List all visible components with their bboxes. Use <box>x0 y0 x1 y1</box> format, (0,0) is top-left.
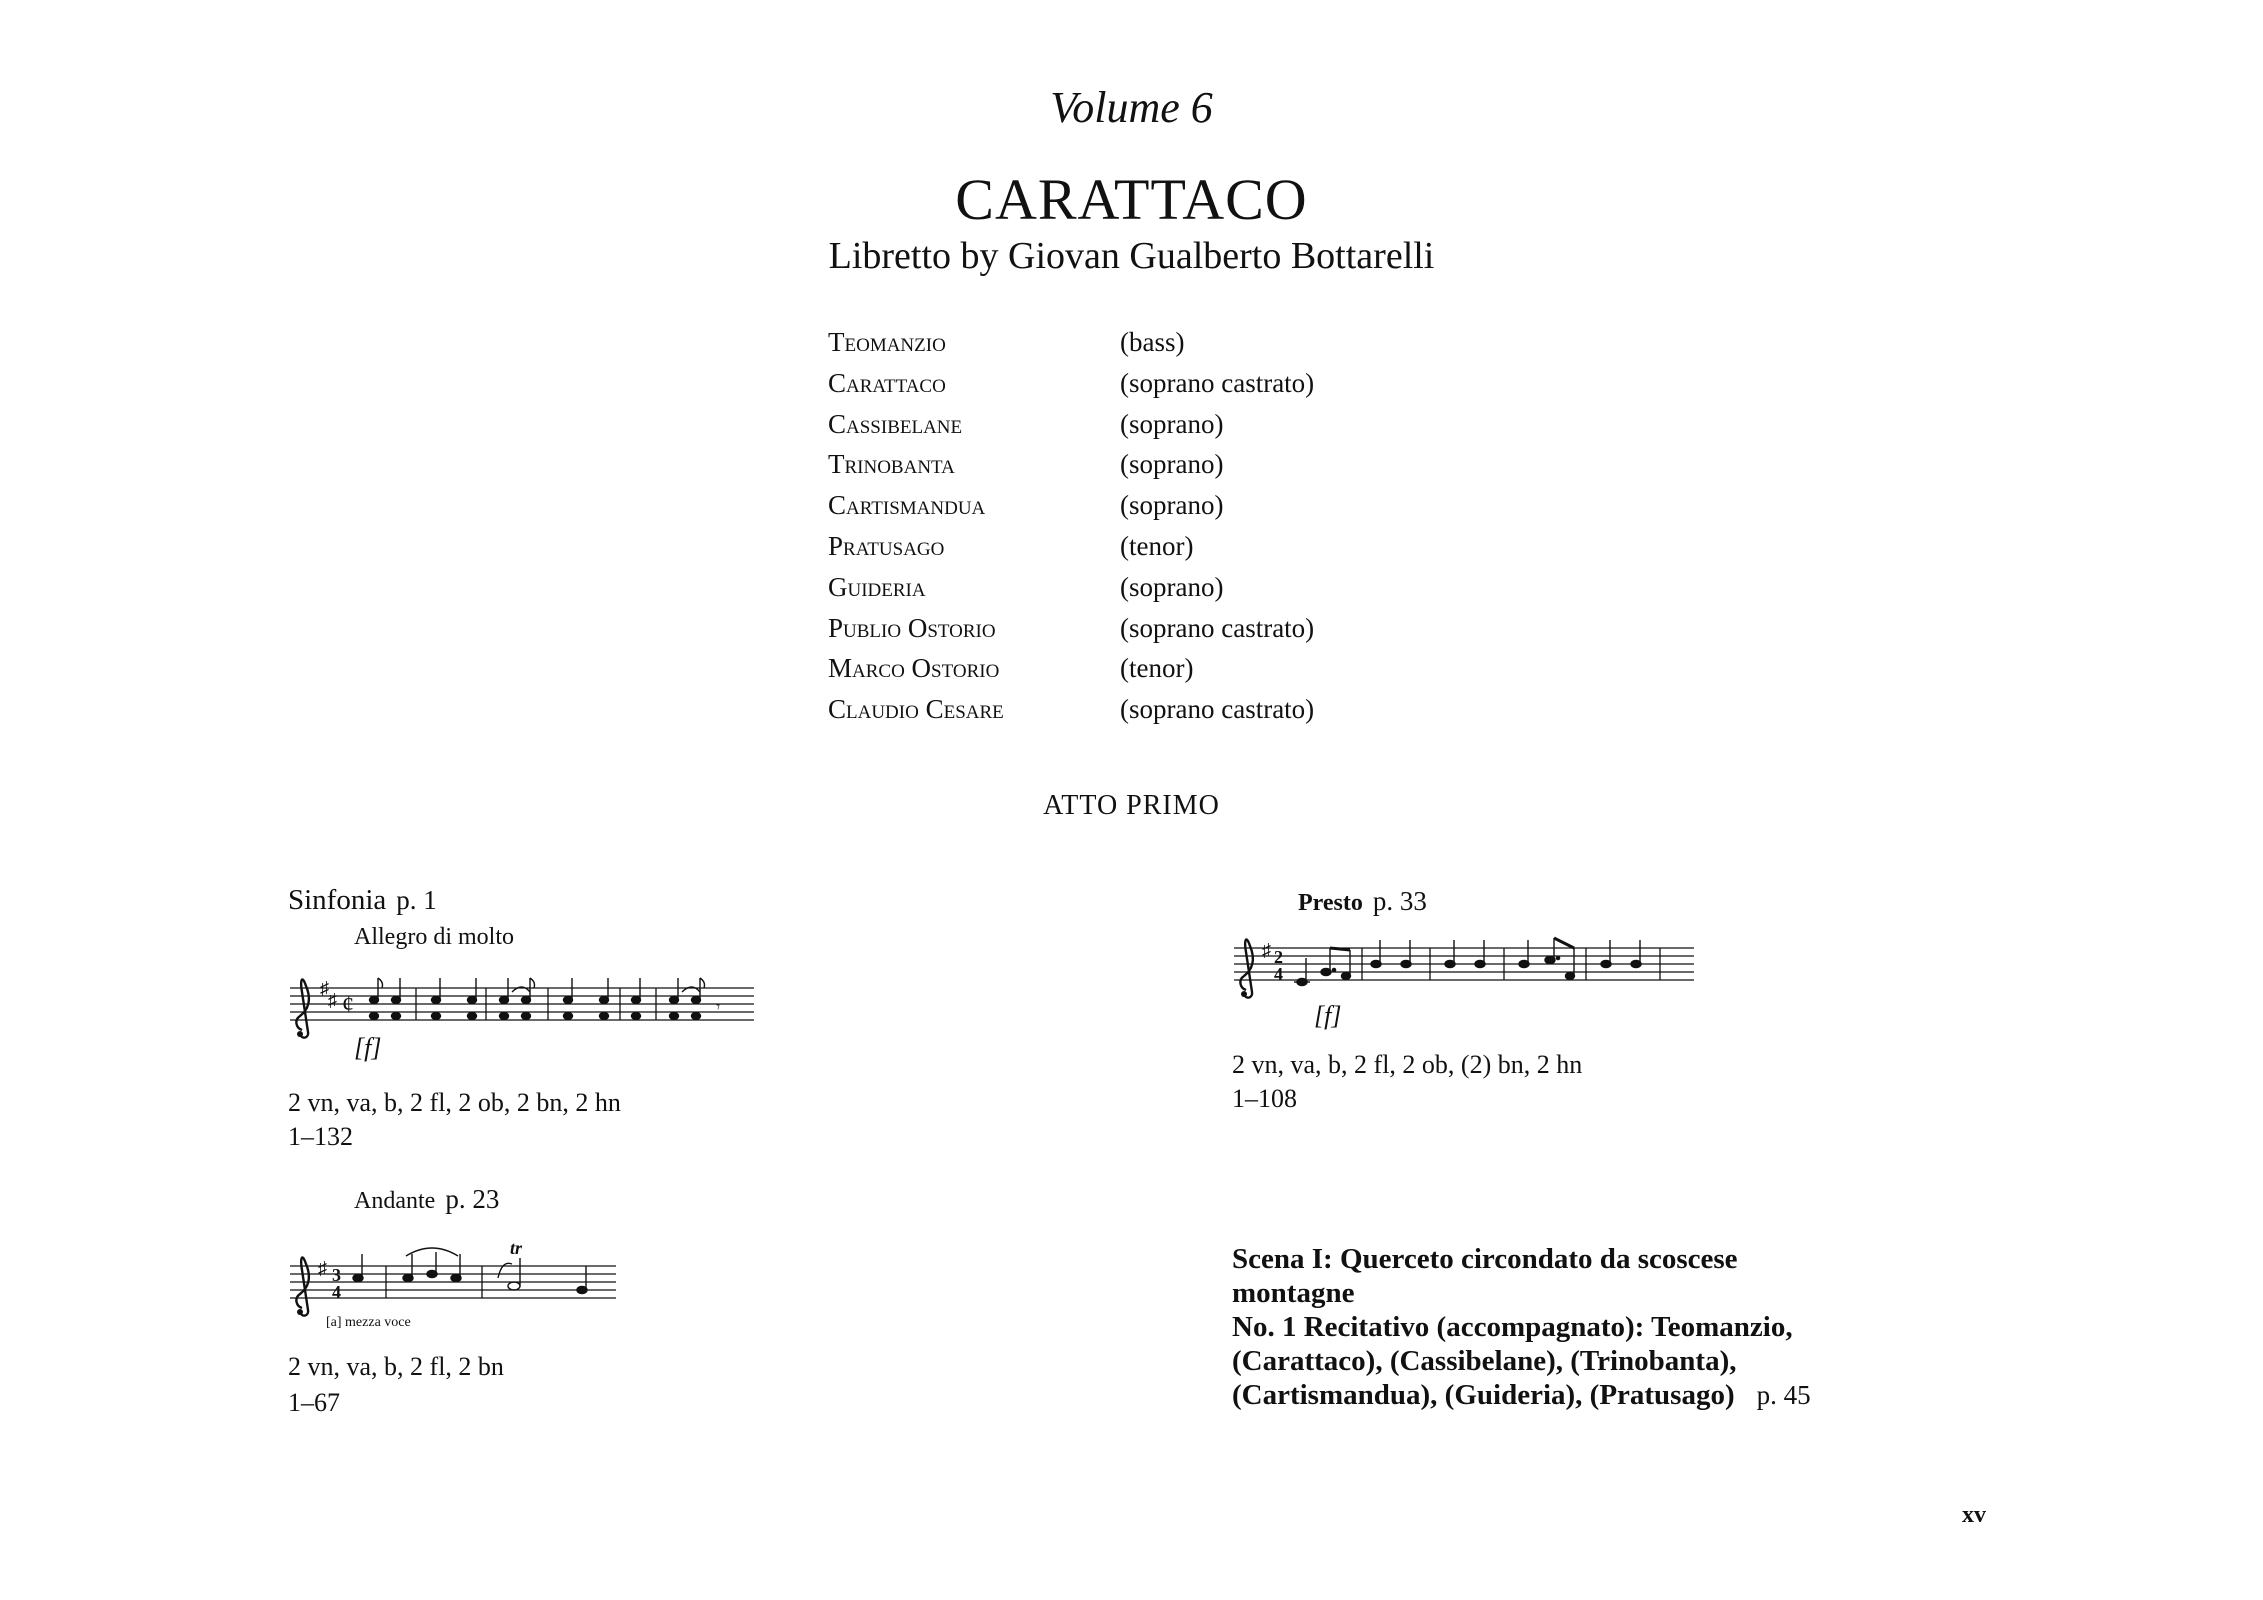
cast-role: Publio Ostorio <box>828 612 996 643</box>
cast-row <box>828 526 1314 567</box>
cast-voice: (soprano) <box>1120 490 1224 521</box>
cast-role: Marco Ostorio <box>828 653 1000 684</box>
presto-incipit <box>1230 924 1710 1044</box>
cast-role: Cartismandua <box>828 490 986 521</box>
andante-page: p. 23 <box>445 1184 500 1214</box>
volume-label: Volume 6 <box>1050 83 1213 132</box>
cast-list <box>828 322 1314 730</box>
cast-voice: (soprano castrato) <box>1120 612 1315 643</box>
sharp-icon: ♯ <box>1262 940 1271 960</box>
cast-role: Cassibelane <box>828 408 963 439</box>
cast-row <box>828 689 1314 730</box>
notes-group <box>1294 938 1641 986</box>
cast-row <box>828 322 1314 363</box>
presto-tempo: Presto <box>1298 890 1363 916</box>
cast-voice: (soprano castrato) <box>1120 694 1315 725</box>
andante-bars: 1–67 <box>288 1388 340 1417</box>
cast-role: Teomanzio <box>828 327 946 357</box>
cast-row <box>828 363 1314 404</box>
scena-line: montagne <box>1232 1277 1355 1309</box>
cast-voice: (tenor) <box>1120 530 1194 561</box>
sinfonia-page: p. 1 <box>396 885 437 915</box>
cast-voice: (tenor) <box>1120 653 1194 684</box>
scena-line: Scena I: Querceto circondato da scoscese <box>1232 1243 1738 1275</box>
scena-last-line <box>1232 1378 1852 1412</box>
rest-icon: 𝄾 <box>716 999 721 1016</box>
andante-marking: [a] mezza voce <box>326 1315 411 1330</box>
act-heading: ATTO PRIMO <box>1043 790 1220 821</box>
notes-group <box>370 978 705 1020</box>
presto-page: p. 33 <box>1372 886 1427 916</box>
sinfonia-heading <box>288 884 437 917</box>
page-number: xv <box>1962 1502 1986 1528</box>
time-sig-top: 2 <box>1274 947 1283 967</box>
cast-row <box>828 608 1314 649</box>
cast-role: Claudio Cesare <box>828 694 1004 725</box>
key-signature-icon <box>320 978 337 1010</box>
svg-text:♯: ♯ <box>320 978 329 998</box>
andante-heading <box>354 1184 499 1215</box>
andante-incipit <box>286 1232 626 1332</box>
sinfonia-bars: 1–132 <box>288 1122 353 1151</box>
scena-line: (Cartismandua), (Guideria), (Pratusago) <box>1232 1379 1735 1411</box>
trill-icon: tr <box>510 1238 523 1258</box>
cast-role: Trinobanta <box>828 449 955 480</box>
time-sig-bottom: 4 <box>332 1282 341 1302</box>
sinfonia-instruments: 2 vn, va, b, 2 fl, 2 ob, 2 bn, 2 hn <box>288 1088 621 1117</box>
opera-title: CARATTACO <box>955 167 1308 232</box>
scena-entry <box>1232 1242 1852 1412</box>
andante-instruments: 2 vn, va, b, 2 fl, 2 bn <box>288 1352 504 1381</box>
cast-role: Pratusago <box>828 530 945 561</box>
scena-page: p. 45 <box>1756 1380 1811 1410</box>
presto-dynamic: [f] <box>1314 1001 1342 1030</box>
scena-line: (Carattaco), (Cassibelane), (Trinobanta), <box>1232 1345 1737 1377</box>
scena-line: No. 1 Recitativo (accompagnato): Teomanzio, <box>1232 1311 1793 1343</box>
cast-row <box>828 444 1314 485</box>
cast-voice: (soprano castrato) <box>1120 367 1315 398</box>
sharp-icon: ♯ <box>318 1258 327 1278</box>
cast-voice: (soprano) <box>1120 408 1224 439</box>
notes-group <box>353 1248 587 1294</box>
time-sig-top: 3 <box>332 1265 341 1285</box>
cast-row <box>828 648 1314 689</box>
andante-tempo: Andante <box>354 1188 436 1214</box>
cast-row <box>828 485 1314 526</box>
cast-role: Guideria <box>828 571 926 602</box>
sinfonia-dynamic: [f] <box>354 1033 382 1062</box>
cast-row <box>828 404 1314 445</box>
sinfonia-tempo: Allegro di molto <box>354 924 514 950</box>
sinfonia-title: Sinfonia <box>288 884 387 916</box>
cast-role: Carattaco <box>828 367 946 398</box>
presto-instruments: 2 vn, va, b, 2 fl, 2 ob, (2) bn, 2 hn <box>1232 1050 1583 1079</box>
presto-bars: 1–108 <box>1232 1084 1297 1113</box>
libretto-credit: Libretto by Giovan Gualberto Bottarelli <box>828 235 1435 277</box>
svg-text:♯: ♯ <box>328 990 337 1010</box>
cast-voice: (bass) <box>1120 327 1185 357</box>
cast-voice: (soprano) <box>1120 449 1224 480</box>
sinfonia-incipit <box>286 962 766 1072</box>
cut-time-icon: ¢ <box>342 992 354 1018</box>
time-sig-bottom: 4 <box>1274 964 1283 984</box>
cast-row <box>828 567 1314 608</box>
cast-voice: (soprano) <box>1120 571 1224 602</box>
presto-heading <box>1298 886 1427 917</box>
